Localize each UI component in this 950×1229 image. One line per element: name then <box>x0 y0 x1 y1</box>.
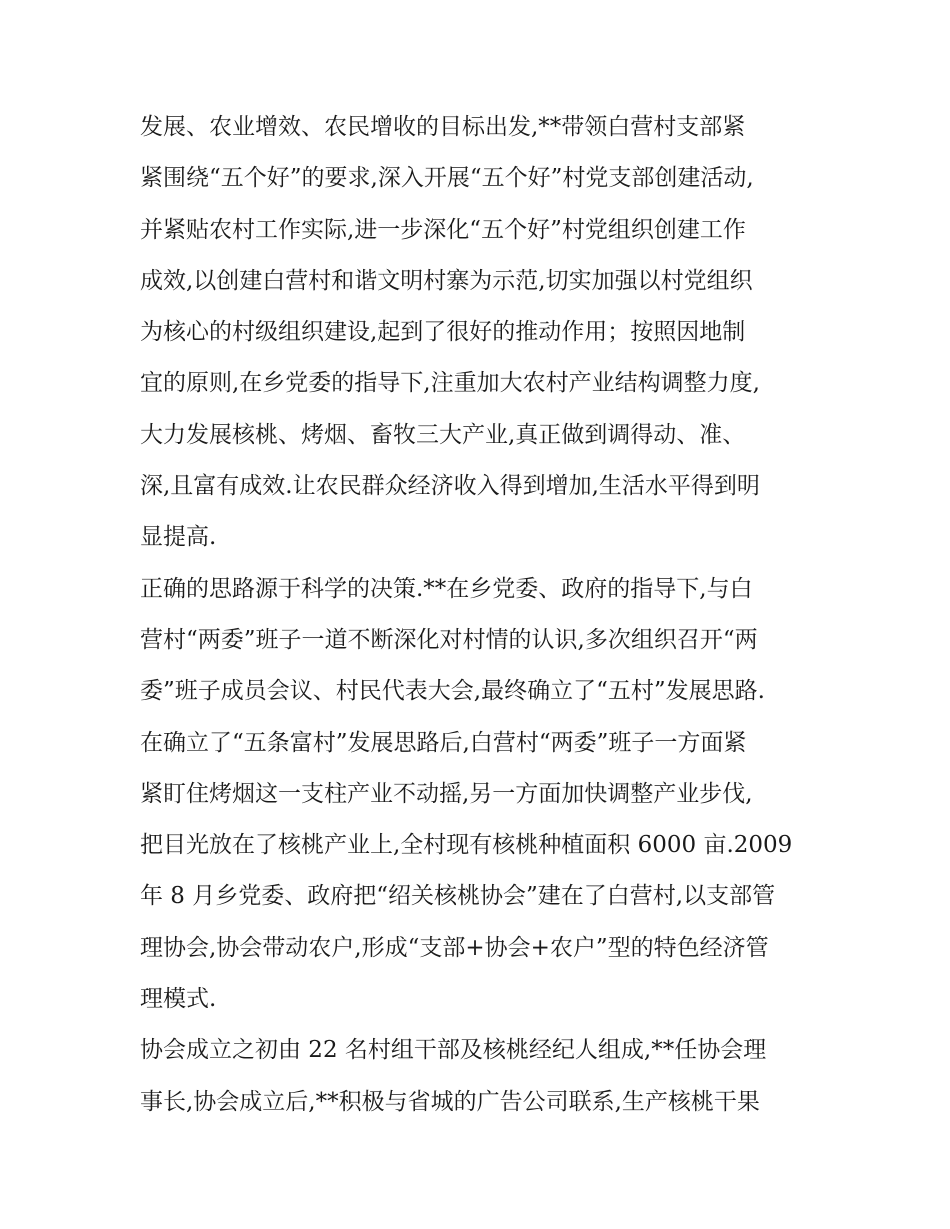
text-line: 成效,以创建白营村和谐文明村寨为示范,切实加强以村党组织 <box>140 267 753 294</box>
body-text <box>140 102 820 1128</box>
text-line: 大力发展核桃、烤烟、畜牧三大产业,真正做到调得动、准、 <box>140 421 746 448</box>
text-line: 在确立了“五条富村”发展思路后,白营村“两委”班子一方面紧 <box>140 729 747 756</box>
text-line: 并紧贴农村工作实际,进一步深化“五个好”村党组织创建工作 <box>140 216 746 243</box>
text-line: 营村“两委”班子一道不断深化对村情的认识,多次组织召开“两 <box>140 626 758 653</box>
text-line: 协会成立之初由 22 名村组干部及核桃经纪人组成,**任协会理 <box>140 1037 767 1064</box>
text-line: 正确的思路源于科学的决策.**在乡党委、政府的指导下,与白 <box>140 575 753 602</box>
text-line: 委”班子成员会议、村民代表大会,最终确立了“五村”发展思路. <box>140 678 765 705</box>
text-line: 为核心的村级组织建设,起到了很好的推动作用；按照因地制 <box>140 319 746 346</box>
text-line: 事长,协会成立后,**积极与省城的广告公司联系,生产核桃干果 <box>140 1088 760 1115</box>
text-line: 理协会,协会带动农户,形成“支部+协会+农户”型的特色经济管 <box>140 934 769 961</box>
text-line: 宜的原则,在乡党委的指导下,注重加大农村产业结构调整力度, <box>140 370 760 397</box>
text-line: 发展、农业增效、农民增收的目标出发,**带领白营村支部紧 <box>140 114 746 140</box>
text-line: 理模式. <box>140 986 217 1013</box>
text-line: 年 8 月乡党委、政府把“绍关核桃协会”建在了白营村,以支部管 <box>140 883 776 910</box>
text-line: 深,且富有成效.让农民群众经济收入得到增加,生活水平得到明 <box>140 473 760 500</box>
text-line: 把目光放在了核桃产业上,全村现有核桃种植面积 6000 亩.2009 <box>140 832 793 859</box>
text-line: 紧盯住烤烟这一支柱产业不动摇,另一方面加快调整产业步伐, <box>140 780 753 807</box>
text-line: 紧围绕“五个好”的要求,深入开展“五个好”村党支部创建活动, <box>140 165 754 192</box>
text-line: 显提高. <box>140 524 217 551</box>
